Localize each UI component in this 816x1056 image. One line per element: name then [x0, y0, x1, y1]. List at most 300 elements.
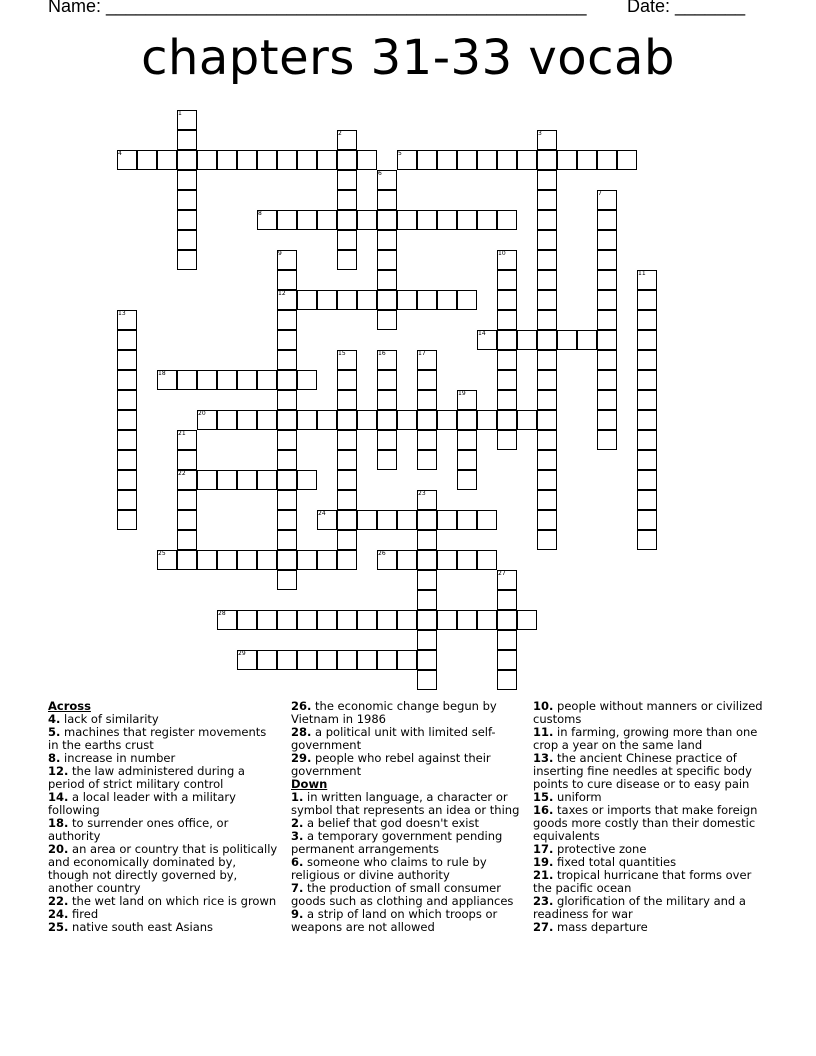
clue-item	[48, 791, 280, 817]
grid-cell[interactable]	[557, 330, 577, 350]
clue-item	[533, 869, 765, 895]
grid-cell[interactable]	[257, 470, 277, 490]
grid-cell[interactable]	[477, 410, 497, 430]
grid-cell[interactable]	[537, 530, 557, 550]
grid-cell[interactable]	[537, 510, 557, 530]
clue-number-label: 19.	[533, 855, 554, 869]
grid-cell[interactable]	[437, 410, 457, 430]
grid-cell[interactable]	[437, 150, 457, 170]
grid-cell[interactable]	[417, 630, 437, 650]
grid-cell[interactable]	[277, 210, 297, 230]
grid-cell[interactable]	[237, 470, 257, 490]
grid-cell[interactable]	[337, 550, 357, 570]
clue-number-label: 16.	[533, 803, 554, 817]
grid-cell[interactable]	[557, 150, 577, 170]
grid-cell[interactable]	[377, 290, 397, 310]
grid-cell[interactable]	[517, 610, 537, 630]
clue-item	[533, 726, 765, 752]
grid-cell[interactable]	[177, 230, 197, 250]
grid-cell[interactable]	[277, 310, 297, 330]
grid-cell[interactable]	[357, 650, 377, 670]
grid-cell[interactable]	[377, 310, 397, 330]
grid-cell[interactable]	[377, 250, 397, 270]
grid-cell[interactable]	[337, 510, 357, 530]
grid-cell[interactable]	[377, 410, 397, 430]
grid-cell[interactable]	[177, 450, 197, 470]
grid-cell[interactable]	[497, 650, 517, 670]
grid-cell[interactable]	[217, 470, 237, 490]
grid-cell[interactable]	[117, 410, 137, 430]
grid-cell[interactable]	[337, 470, 357, 490]
grid-cell[interactable]	[637, 410, 657, 430]
grid-cell[interactable]	[457, 210, 477, 230]
grid-cell[interactable]	[537, 330, 557, 350]
grid-cell[interactable]	[177, 250, 197, 270]
grid-cell[interactable]	[597, 230, 617, 250]
clue-number-label: 1.	[291, 790, 304, 804]
grid-cell[interactable]	[637, 390, 657, 410]
grid-cell[interactable]	[257, 610, 277, 630]
clue-item	[48, 765, 280, 791]
grid-cell[interactable]	[637, 290, 657, 310]
grid-cell[interactable]	[277, 150, 297, 170]
grid-cell[interactable]	[377, 190, 397, 210]
clue-number: 24	[318, 510, 326, 517]
grid-cell[interactable]	[477, 210, 497, 230]
grid-cell[interactable]	[517, 410, 537, 430]
grid-cell[interactable]	[417, 410, 437, 430]
grid-cell[interactable]	[337, 530, 357, 550]
grid-cell[interactable]	[277, 410, 297, 430]
grid-cell[interactable]	[597, 210, 617, 230]
grid-cell[interactable]	[217, 550, 237, 570]
name-line: Name: ________________________________________________	[48, 0, 587, 16]
clue-number-label: 13.	[533, 751, 554, 765]
grid-cell[interactable]	[637, 470, 657, 490]
grid-cell[interactable]	[497, 430, 517, 450]
grid-cell[interactable]	[637, 370, 657, 390]
grid-cell[interactable]	[637, 310, 657, 330]
grid-cell[interactable]	[257, 370, 277, 390]
grid-cell[interactable]	[117, 330, 137, 350]
grid-cell[interactable]	[537, 230, 557, 250]
grid-cell[interactable]	[457, 290, 477, 310]
grid-cell[interactable]	[297, 470, 317, 490]
clue-text: in written language, a character or symbol that represents an idea or thing	[291, 790, 520, 817]
grid-cell[interactable]	[437, 610, 457, 630]
grid-cell[interactable]	[377, 270, 397, 290]
grid-cell[interactable]	[637, 450, 657, 470]
clue-number: 28	[218, 610, 226, 617]
grid-cell[interactable]	[297, 650, 317, 670]
grid-cell[interactable]	[397, 550, 417, 570]
grid-cell[interactable]	[317, 150, 337, 170]
grid-cell[interactable]	[497, 670, 517, 690]
grid-cell[interactable]	[197, 550, 217, 570]
clue-text: fixed total quantities	[557, 855, 677, 869]
grid-cell[interactable]	[417, 290, 437, 310]
clue-number: 16	[378, 350, 386, 357]
clue-item	[48, 726, 280, 752]
grid-cell[interactable]	[257, 650, 277, 670]
grid-cell[interactable]	[217, 150, 237, 170]
grid-cell[interactable]	[597, 390, 617, 410]
grid-cell[interactable]	[177, 170, 197, 190]
clue-text: a strip of land on which troops or weapons are not allowed	[291, 907, 498, 934]
grid-cell[interactable]	[397, 510, 417, 530]
grid-cell[interactable]	[377, 230, 397, 250]
grid-cell[interactable]	[397, 410, 417, 430]
grid-cell[interactable]	[277, 330, 297, 350]
clue-text: the law administered during a period of strict military control	[48, 764, 245, 791]
grid-cell[interactable]	[277, 390, 297, 410]
grid-cell[interactable]	[237, 610, 257, 630]
grid-cell[interactable]	[417, 590, 437, 610]
grid-cell[interactable]	[497, 330, 517, 350]
grid-cell[interactable]	[417, 370, 437, 390]
clue-number: 23	[418, 490, 426, 497]
grid-cell[interactable]	[517, 150, 537, 170]
grid-cell[interactable]	[377, 450, 397, 470]
grid-cell[interactable]	[637, 430, 657, 450]
grid-cell[interactable]	[117, 370, 137, 390]
grid-cell[interactable]	[417, 550, 437, 570]
grid-cell[interactable]	[117, 430, 137, 450]
grid-cell[interactable]	[497, 150, 517, 170]
clue-number: 7	[598, 190, 602, 197]
grid-cell[interactable]	[177, 150, 197, 170]
grid-cell[interactable]	[177, 550, 197, 570]
grid-cell[interactable]	[497, 390, 517, 410]
grid-cell[interactable]	[237, 370, 257, 390]
clue-text: glorification of the military and a readiness for war	[533, 894, 746, 921]
grid-cell[interactable]	[537, 190, 557, 210]
grid-cell[interactable]	[117, 450, 137, 470]
grid-cell[interactable]	[417, 150, 437, 170]
grid-cell[interactable]	[237, 550, 257, 570]
grid-cell[interactable]	[377, 610, 397, 630]
grid-cell[interactable]	[457, 450, 477, 470]
grid-cell[interactable]	[597, 310, 617, 330]
grid-cell[interactable]	[357, 210, 377, 230]
grid-cell[interactable]	[277, 530, 297, 550]
grid-cell[interactable]	[537, 290, 557, 310]
grid-cell[interactable]	[337, 230, 357, 250]
grid-cell[interactable]	[417, 390, 437, 410]
clue-number: 14	[478, 330, 486, 337]
grid-cell[interactable]	[457, 410, 477, 430]
grid-cell[interactable]	[197, 150, 217, 170]
grid-cell[interactable]	[277, 470, 297, 490]
grid-cell[interactable]	[437, 510, 457, 530]
grid-cell[interactable]	[417, 670, 437, 690]
grid-cell[interactable]	[597, 290, 617, 310]
grid-cell[interactable]	[297, 290, 317, 310]
grid-cell[interactable]	[497, 610, 517, 630]
grid-cell[interactable]	[457, 510, 477, 530]
clue-item	[48, 921, 280, 934]
grid-cell[interactable]	[257, 410, 277, 430]
grid-cell[interactable]	[277, 610, 297, 630]
clue-number-label: 18.	[48, 816, 69, 830]
clue-number: 20	[198, 410, 206, 417]
grid-cell[interactable]	[337, 170, 357, 190]
grid-cell[interactable]	[297, 410, 317, 430]
grid-cell[interactable]	[337, 450, 357, 470]
clue-text: machines that register movements in the earths crust	[48, 725, 267, 752]
grid-cell[interactable]	[597, 430, 617, 450]
clue-number: 10	[498, 250, 506, 257]
grid-cell[interactable]	[277, 510, 297, 530]
grid-cell[interactable]	[177, 190, 197, 210]
grid-cell[interactable]	[457, 430, 477, 450]
grid-cell[interactable]	[577, 330, 597, 350]
grid-cell[interactable]	[337, 190, 357, 210]
grid-cell[interactable]	[537, 170, 557, 190]
grid-cell[interactable]	[497, 210, 517, 230]
grid-cell[interactable]	[297, 370, 317, 390]
grid-cell[interactable]	[317, 290, 337, 310]
grid-cell[interactable]	[337, 650, 357, 670]
grid-cell[interactable]	[217, 370, 237, 390]
grid-cell[interactable]	[177, 370, 197, 390]
grid-cell[interactable]	[537, 210, 557, 230]
grid-cell[interactable]	[337, 250, 357, 270]
grid-cell[interactable]	[317, 650, 337, 670]
grid-cell[interactable]	[377, 510, 397, 530]
clue-number-label: 11.	[533, 725, 554, 739]
grid-cell[interactable]	[297, 210, 317, 230]
grid-cell[interactable]	[397, 210, 417, 230]
grid-cell[interactable]	[177, 510, 197, 530]
grid-cell[interactable]	[417, 650, 437, 670]
clue-number: 11	[638, 270, 646, 277]
grid-cell[interactable]	[457, 150, 477, 170]
grid-cell[interactable]	[457, 470, 477, 490]
clue-number-label: 5.	[48, 725, 61, 739]
clue-number-label: 24.	[48, 907, 69, 921]
grid-cell[interactable]	[457, 550, 477, 570]
grid-cell[interactable]	[537, 150, 557, 170]
grid-cell[interactable]	[417, 510, 437, 530]
grid-cell[interactable]	[337, 210, 357, 230]
grid-cell[interactable]	[637, 350, 657, 370]
grid-cell[interactable]	[337, 430, 357, 450]
clue-number-label: 9.	[291, 907, 304, 921]
grid-cell[interactable]	[277, 550, 297, 570]
clue-item	[291, 752, 523, 778]
grid-cell[interactable]	[317, 550, 337, 570]
grid-cell[interactable]	[197, 470, 217, 490]
grid-cell[interactable]	[597, 150, 617, 170]
grid-cell[interactable]	[117, 470, 137, 490]
grid-cell[interactable]	[537, 390, 557, 410]
grid-cell[interactable]	[537, 250, 557, 270]
clue-text: the ancient Chinese practice of inserting fine needles at specific body points to cure disease or to easy pain	[533, 751, 752, 791]
clue-number-label: 27.	[533, 920, 554, 934]
clue-item	[533, 895, 765, 921]
grid-cell[interactable]	[357, 410, 377, 430]
grid-cell[interactable]	[597, 410, 617, 430]
grid-cell[interactable]	[177, 530, 197, 550]
grid-cell[interactable]	[417, 610, 437, 630]
grid-cell[interactable]	[117, 510, 137, 530]
grid-cell[interactable]	[357, 610, 377, 630]
grid-cell[interactable]	[397, 290, 417, 310]
grid-cell[interactable]	[397, 610, 417, 630]
grid-cell[interactable]	[277, 350, 297, 370]
grid-cell[interactable]	[537, 490, 557, 510]
grid-cell[interactable]	[497, 310, 517, 330]
clue-item	[291, 830, 523, 856]
grid-cell[interactable]	[337, 390, 357, 410]
grid-cell[interactable]	[277, 370, 297, 390]
grid-cell[interactable]	[537, 450, 557, 470]
grid-cell[interactable]	[377, 430, 397, 450]
grid-cell[interactable]	[277, 450, 297, 470]
grid-cell[interactable]	[537, 370, 557, 390]
clue-number: 17	[418, 350, 426, 357]
clue-text: fired	[72, 907, 99, 921]
clue-number: 1	[178, 110, 182, 117]
grid-cell[interactable]	[357, 150, 377, 170]
date-line: Date: _______	[627, 0, 746, 16]
grid-cell[interactable]	[437, 550, 457, 570]
clue-item	[48, 817, 280, 843]
grid-cell[interactable]	[177, 490, 197, 510]
grid-cell[interactable]	[297, 610, 317, 630]
grid-cell[interactable]	[317, 610, 337, 630]
clue-text: a temporary government pending permanent arrangements	[291, 829, 503, 856]
grid-cell[interactable]	[377, 210, 397, 230]
grid-cell[interactable]	[417, 210, 437, 230]
grid-cell[interactable]	[277, 490, 297, 510]
grid-cell[interactable]	[417, 530, 437, 550]
grid-cell[interactable]	[637, 510, 657, 530]
clue-text: someone who claims to rule by religious or divine authority	[291, 855, 487, 882]
grid-cell[interactable]	[537, 310, 557, 330]
grid-cell[interactable]	[497, 590, 517, 610]
clue-number: 2	[338, 130, 342, 137]
grid-cell[interactable]	[277, 650, 297, 670]
grid-cell[interactable]	[497, 410, 517, 430]
grid-cell[interactable]	[497, 350, 517, 370]
grid-cell[interactable]	[337, 370, 357, 390]
grid-cell[interactable]	[277, 270, 297, 290]
grid-cell[interactable]	[497, 270, 517, 290]
clue-number: 13	[118, 310, 126, 317]
grid-cell[interactable]	[477, 150, 497, 170]
grid-cell[interactable]	[257, 550, 277, 570]
grid-cell[interactable]	[597, 270, 617, 290]
grid-cell[interactable]	[257, 150, 277, 170]
clue-item	[291, 791, 523, 817]
grid-cell[interactable]	[597, 370, 617, 390]
grid-cell[interactable]	[537, 270, 557, 290]
grid-cell[interactable]	[297, 550, 317, 570]
grid-cell[interactable]	[237, 150, 257, 170]
grid-cell[interactable]	[437, 210, 457, 230]
grid-cell[interactable]	[337, 490, 357, 510]
clue-text: tropical hurricane that forms over the pacific ocean	[533, 868, 752, 895]
grid-cell[interactable]	[417, 570, 437, 590]
clue-item	[291, 700, 523, 726]
grid-cell[interactable]	[397, 650, 417, 670]
grid-cell[interactable]	[597, 250, 617, 270]
grid-cell[interactable]	[137, 150, 157, 170]
grid-cell[interactable]	[517, 330, 537, 350]
grid-cell[interactable]	[177, 210, 197, 230]
grid-cell[interactable]	[537, 350, 557, 370]
grid-cell[interactable]	[377, 370, 397, 390]
grid-cell[interactable]	[117, 350, 137, 370]
grid-cell[interactable]	[437, 290, 457, 310]
grid-cell[interactable]	[537, 430, 557, 450]
grid-cell[interactable]	[177, 130, 197, 150]
clue-number: 18	[158, 370, 166, 377]
grid-cell[interactable]	[377, 390, 397, 410]
grid-cell[interactable]	[497, 370, 517, 390]
clue-number-label: 26.	[291, 699, 312, 713]
grid-cell[interactable]	[357, 290, 377, 310]
clue-number: 25	[158, 550, 166, 557]
grid-cell[interactable]	[477, 550, 497, 570]
grid-cell[interactable]	[337, 150, 357, 170]
grid-cell[interactable]	[317, 410, 337, 430]
grid-cell[interactable]	[157, 150, 177, 170]
grid-cell[interactable]	[477, 510, 497, 530]
grid-cell[interactable]	[277, 570, 297, 590]
grid-cell[interactable]	[117, 390, 137, 410]
clue-item	[291, 908, 523, 934]
grid-cell[interactable]	[417, 430, 437, 450]
grid-cell[interactable]	[377, 650, 397, 670]
grid-cell[interactable]	[277, 430, 297, 450]
clue-text: mass departure	[557, 920, 648, 934]
grid-cell[interactable]	[297, 150, 317, 170]
grid-cell[interactable]	[337, 290, 357, 310]
grid-cell[interactable]	[217, 410, 237, 430]
grid-cell[interactable]	[337, 410, 357, 430]
grid-cell[interactable]	[537, 410, 557, 430]
clue-column-1	[48, 700, 280, 934]
grid-cell[interactable]	[637, 530, 657, 550]
grid-cell[interactable]	[417, 450, 437, 470]
clue-text: taxes or imports that make foreign goods more costly than their domestic equivalents	[533, 803, 758, 843]
grid-cell[interactable]	[497, 630, 517, 650]
grid-cell[interactable]	[497, 290, 517, 310]
grid-cell[interactable]	[197, 370, 217, 390]
grid-cell[interactable]	[237, 410, 257, 430]
grid-cell[interactable]	[337, 610, 357, 630]
grid-cell[interactable]	[477, 610, 497, 630]
grid-cell[interactable]	[537, 470, 557, 490]
grid-cell[interactable]	[317, 210, 337, 230]
grid-cell[interactable]	[457, 610, 477, 630]
clue-number-label: 28.	[291, 725, 312, 739]
grid-cell[interactable]	[117, 490, 137, 510]
clue-text: the economic change begun by Vietnam in 1986	[291, 699, 497, 726]
grid-cell[interactable]	[597, 330, 617, 350]
grid-cell[interactable]	[597, 350, 617, 370]
clue-item	[48, 843, 280, 895]
clue-text: protective zone	[557, 842, 647, 856]
grid-cell[interactable]	[617, 150, 637, 170]
grid-cell[interactable]	[577, 150, 597, 170]
grid-cell[interactable]	[357, 510, 377, 530]
grid-cell[interactable]	[637, 330, 657, 350]
grid-cell[interactable]	[637, 490, 657, 510]
